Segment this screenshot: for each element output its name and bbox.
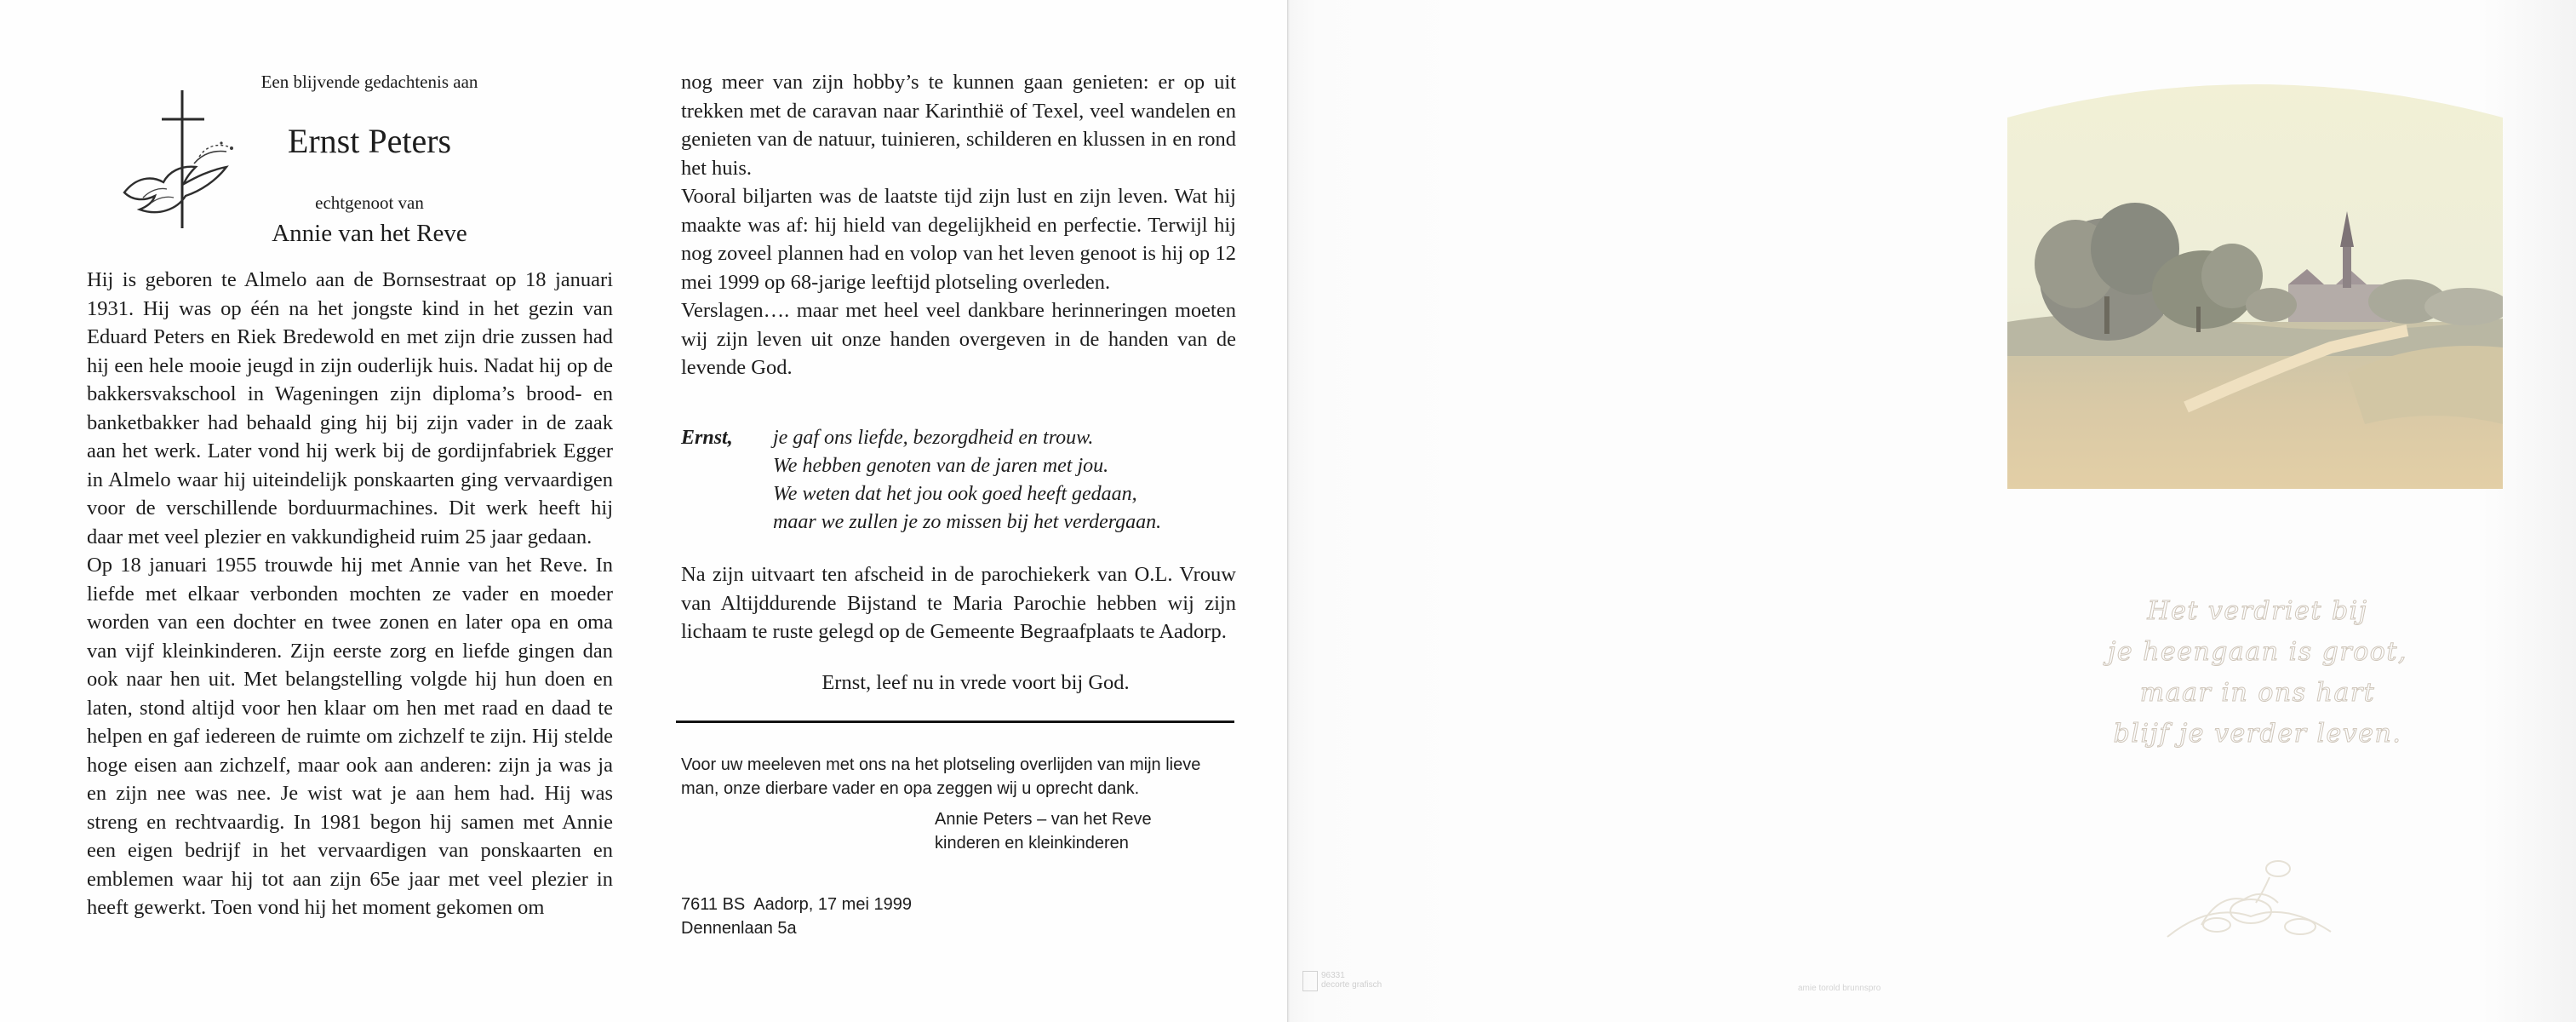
artist-credit: amie torold brunnspro <box>1798 984 1881 993</box>
flower-embossing-icon <box>2150 843 2346 954</box>
biography-paragraph: Op 18 januari 1955 trouwde hij met Annie van het Reve. In liefde met elkaar verbonden mochten ze vader en moeder worden van een dochter en twee zonen en later opa en oma van vijf kleinkinderen. Zijn eerste zorg en liefde gingen dan ook naar hen uit. Met belangstelling volgde hij hun doen en laten, stond altijd voor hen klaar om hen met raad en daad te helpen en gaf iedereen de ruimte om zichzelf te zijn. Hij stelde hoge eisen aan zichzelf, maar ook aan anderen: zijn ja was ja en zijn nee was nee. Je wist wat je aan hem had. Hij was streng en rechtvaardig. In 1981 begon hij samen met Annie een eigen bedrijf in het vervaardigen van ponskaarten en emblemen waar hij tot aan zijn 65e jaar met veel plezier in heeft gewerkt. Toen vond hij het moment gekomen om <box>87 554 613 919</box>
signatory-line: kinderen en kleinkinderen <box>935 834 1129 853</box>
poem-line: maar we zullen je zo missen bij het verdergaan. <box>773 511 1162 533</box>
biography-part-2 <box>681 68 1236 382</box>
printer-logo-icon <box>1302 971 1318 991</box>
poem-lines <box>773 424 1250 537</box>
funeral-text: Na zijn uitvaart ten afscheid in de parochiekerk van O.L. Vrouw van Altijddurende Bijstand te Maria Parochie hebben wij zijn lichaam te ruste gelegd op de Gemeente Begraafplaats te Aadorp. <box>681 563 1236 643</box>
landscape-painting <box>2007 66 2503 489</box>
poem-line: je gaf ons liefde, bezorgdheid en trouw. <box>773 427 1094 449</box>
biography-paragraph: Verslagen…. maar met heel veel dankbare herinneringen moeten wij zijn leven uit onze handen overgeven in de handen van de levende God. <box>681 299 1236 379</box>
poem-line: We weten dat het jou ook goed heeft gedaan, <box>773 483 1137 505</box>
address-block <box>681 893 912 940</box>
address-line: Dennenlaan 5a <box>681 919 797 938</box>
printer-mark-line: decorte grafisch <box>1321 980 1382 990</box>
spouse-name: Annie van het Reve <box>272 220 467 247</box>
verse-line: maar in ons hart <box>2139 678 2376 708</box>
verse-line: blijf je verder leven. <box>2113 719 2402 749</box>
relation-line: echtgenoot van <box>315 192 424 213</box>
memorial-header <box>87 68 613 266</box>
biography-paragraph: Vooral biljarten was de laatste tijd zijn lust en zijn leven. Wat hij maakte was af: hij hield van degelijkheid en perfectie. Terwijl hij nog zoveel plannen had en volop van het leven genoot is hij op 12 mei 1999 op 68-jarige leeftijd plotseling overleden. <box>681 185 1236 294</box>
poem-line: We hebben genoten van de jaren met jou. <box>773 455 1109 477</box>
verse-text <box>2045 591 2470 755</box>
left-column <box>87 68 613 922</box>
thanks-text: Voor uw meeleven met ons na het plotseling overlijden van mijn lieve man, onze dierbare vader en opa zeggen wij u oprecht dank. <box>681 755 1201 798</box>
poem-addressee: Ernst, <box>681 427 733 449</box>
signatory-line: Annie Peters – van het Reve <box>935 810 1152 829</box>
biography-paragraph: Hij is geboren te Almelo aan de Bornsestraat op 18 januari 1931. Hij was op één na het jongste kind in het gezin van Eduard Peters en Riek Bredewold en met zijn drie zussen had hij een hele mooie jeugd in zijn ouderlijk huis. Nadat hij op de bakkersvakschool in Wageningen zijn diploma’s brood- en banketbakker had behaald ging hij bij zijn vader in de zaak aan het werk. Later vond hij werk bij de gordijnfabriek Egger in Almelo waar hij uiteindelijk ponskaarten ging vervaardigen voor de verschillende borduurmachines. Dit werk heeft hij daar met veel plezier en vakkundigheid ruim 25 jaar gedaan. <box>87 268 613 548</box>
divider-line <box>676 721 1234 723</box>
biography-part-1 <box>87 266 613 922</box>
memorial-line: Een blijvende gedachtenis aan <box>260 72 478 92</box>
signatories <box>935 807 1152 855</box>
biography-paragraph: nog meer van zijn hobby’s te kunnen gaan genieten: er op uit trekken met de caravan naar Karinthië of Texel, veel wandelen en genieten van de natuur, tuinieren, schilderen en klussen in en rond het huis. <box>681 71 1236 180</box>
address-line: 7611 BS Aadorp, 17 mei 1999 <box>681 895 912 914</box>
printer-mark-line: 96331 <box>1321 971 1345 980</box>
right-column <box>681 68 1236 938</box>
deceased-name: Ernst Peters <box>287 122 452 160</box>
verse-line: Het verdriet bij <box>2147 596 2368 626</box>
verse-line: je heengaan is groot, <box>2108 637 2407 667</box>
closing-line: Ernst, leef nu in vrede voort bij God. <box>821 671 1130 694</box>
